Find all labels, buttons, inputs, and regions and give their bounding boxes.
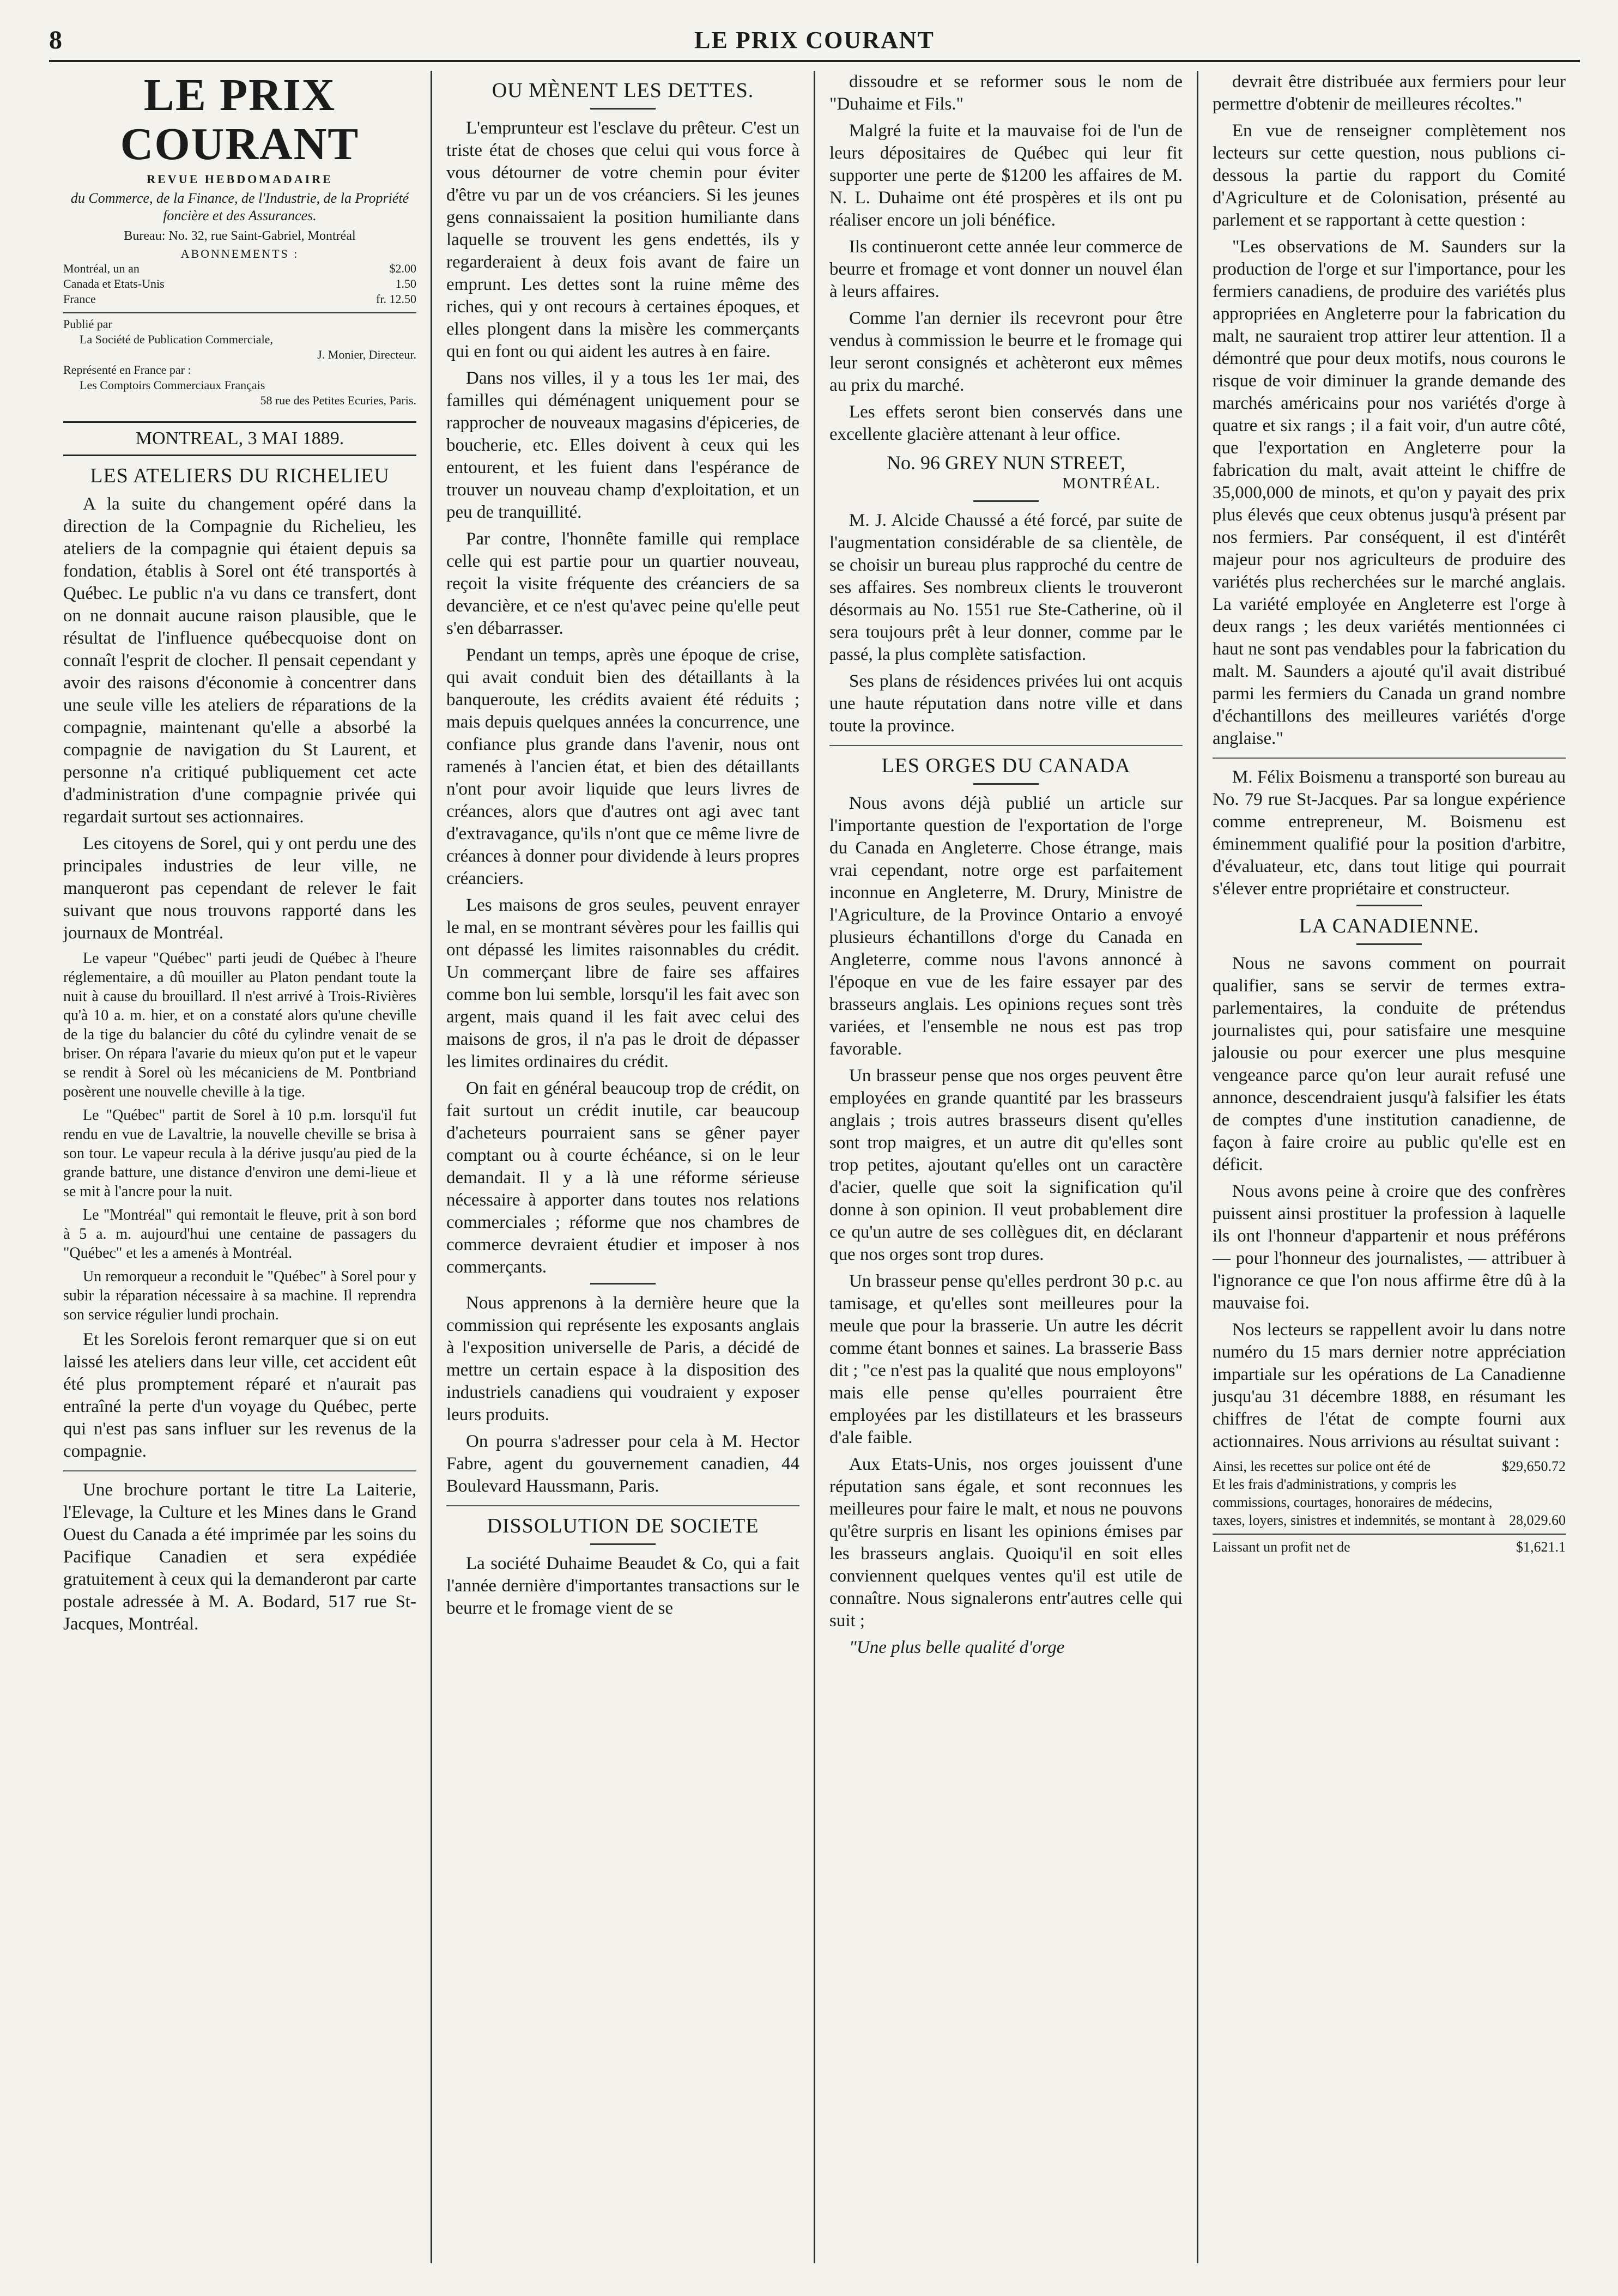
column-2 <box>432 71 815 2263</box>
article-heading-ateliers: LES ATELIERS DU RICHELIEU <box>90 464 390 487</box>
paragraph: Ils continueront cette année leur commerce de beurre et fromage et vont donner un nouvel élan à leurs affaires. <box>829 237 1183 301</box>
divider <box>1356 943 1422 945</box>
masthead-subtitle: REVUE HEBDOMADAIRE <box>147 172 333 186</box>
quoted-paragraph: Un remorqueur a reconduit le "Québec" à Sorel pour y subir la réparation nécessaire à sa machine. Il reprendra son service régulier lundi prochain. <box>63 1268 416 1323</box>
subscriptions-heading: ABONNEMENTS : <box>180 247 299 261</box>
divider <box>590 1543 656 1545</box>
address-line: No. 96 GREY NUN STREET, <box>887 452 1125 474</box>
subscription-row: Montréal, un an $2.00 <box>63 262 416 275</box>
financial-total-row: Laissant un profit net de $1,621.1 <box>1213 1534 1566 1556</box>
financial-row: Et les frais d'administrations, y compris les commissions, courtages, honoraires de médecins, taxes, loyers, sinistres et indemnités, se montant à 28,029.60 <box>1213 1476 1566 1528</box>
paragraph: L'emprunteur est l'esclave du prêteur. C'est un triste état de choses que celui qui vous force à vous détourner de votre chemin pour éviter d'être vu par un de vos créanciers. Si les jeunes gens connaissaient la position humiliante dans laquelle se trouvent les gens endettés, ils y regarderaient à deux fois avant de faire un emprunt. Les dettes sont la ruine même des riches, qui y ont recours à certaines époques, et elles plongent dans la misère les commerçants qui en font ou qui aident les autres à en faire. <box>446 118 799 361</box>
article-heading-orges: LES ORGES DU CANADA <box>881 754 1131 777</box>
paragraph-brochure: Une brochure portant le titre La Laiterie, l'Elevage, la Culture et les Mines dans le Grand Ouest du Canada a été imprimée par les soins du Pacifique Canadien et sera expédiée gratuitement à ceux qui la demanderont par carte postale adressée à M. A. Bodard, 517 rue St-Jacques, Montréal. <box>63 1480 416 1634</box>
paragraph: A la suite du changement opéré dans la direction de la Compagnie du Richelieu, les ateliers de la compagnie qui étaient depuis sa fondation, établis à Sorel ont été transportés à Québec. Le public n'a vu dans ce transfert, dont on ne donnait aucune raison plausible, que le résultat de l'influence québecquoise dont on connaît l'esprit de clocher. Il pensait cependant y avoir des raisons d'économie à concentrer dans une seule ville les ateliers de réparations de la compagnie, maintenant qu'elle a absorbé la compagnie de navigation du St Laurent, et personne n'a critiqué publiquement cet acte d'administration d'une compagnie privée qui regardait surtout ses actionnaires. <box>63 494 416 827</box>
paragraph: Pendant un temps, après une époque de crise, qui avait conduit bien des détaillants à la banqueroute, les crédits avaient été réduits ; mais depuis quelques années la concurrence, une confiance plus grande dans l'avenir, nous ont ramenés à l'ancien état, et bien des détaillants n'ont pour avoir liquide que leurs livres de créances, alors que d'autres ont agi avec tant d'extravagance, qu'ils n'ont que ce même livre de créances à donner pour dividende à leurs propres créanciers. <box>446 645 799 888</box>
city-line: MONTRÉAL. <box>1062 475 1161 492</box>
paragraph: Aux Etats-Unis, nos orges jouissent d'une réputation sans égale, et sont reconnues les meilleures pour faire le malt, et nous ne pouvons qu'être surpris en lisant les opinions émises par les brasseurs anglais. Quoiqu'il en soit elles conviennent quelques ventes qu'il est utile de connaître. Nous signalerons entr'autres celle qui suit ; <box>829 1455 1183 1631</box>
quoted-paragraph: Le "Québec" partit de Sorel à 10 p.m. lorsqu'il fut rendu en vue de Lavaltrie, la nouvelle cheville se brisa à son tour. Le vapeur recula à la dérive jusqu'au pied de la grande batture, une distance d'environ une demi-lieue et se mit à l'ancre pour la nuit. <box>63 1107 416 1200</box>
divider <box>973 783 1039 785</box>
paragraph: Comme l'an dernier ils recevront pour être vendus à commission le beurre et le fromage qui leur seront consignés et achèteront eux mêmes au prix du marché. <box>829 308 1183 395</box>
divider <box>1356 905 1422 906</box>
page-number: 8 <box>49 26 62 54</box>
paragraph: dissoudre et se reformer sous le nom de "Duhaime et Fils." <box>829 72 1183 114</box>
paragraph: Nos lecteurs se rappellent avoir lu dans notre numéro du 15 mars dernier notre appréciation impartiale sur les opérations de La Canadienne jusqu'au 31 décembre 1888, en résumant les chiffres de l'état de compte fourni aux actionnaires. Nous arrivions au résultat suivant : <box>1213 1320 1566 1451</box>
masthead-description: du Commerce, de la Finance, de l'Industrie, de la Propriété foncière et des Assurances. <box>70 190 409 223</box>
paragraph: Les maisons de gros seules, peuvent enrayer le mal, en se montrant sévères pour les faillis qui ont dépassé les limites raisonnables du crédit. Un commerçant libre de faire ses affaires comme bon lui semble, lorsqu'il les fait avec son argent, mais quand il les fait avec celui des maisons de gros, il n'a pas le droit de dépasser les limites ordinaires du crédit. <box>446 895 799 1071</box>
paragraph: "Les observations de M. Saunders sur la production de l'orge et sur l'importance, pour les fermiers canadiens, de produire des variétés plus appropriées en Angleterre pour la fabrication du malt, ne sauraient trop attirer leur attention. Il a démontré que pour deux motifs, nous courons le risque de voir diminuer la grande demande des marchés américains pour nos variétés d'orge à quatre et six rangs ; il a fait voir, d'un autre côté, que l'exportation en Angleterre pour la fabrication du malt, avait atteint le chiffre de 35,000,000 de minots, et qu'on y payait des prix plus élevés que ceux obtenus jusqu'à présent par nos fermiers. Par conséquent, il est d'intérêt majeur pour nos agriculteurs de produire des variétés plus recherchées sur le marché anglais. La variété employée en Angleterre est l'orge à deux rangs ; les deux variétés mentionnées ci haut ne sont pas vendables pour la fabrication du malt. M. Saunders a ajouté qu'il avait distribué parmi les fermiers du Canada un grand nombre d'échantillons des meilleures variétés d'orge anglaise." <box>1213 237 1566 748</box>
paragraph: Nous ne savons comment on pourrait qualifier, sans se servir de termes extra-parlementaires, la conduite de prétendus journalistes qui, pour satisfaire une mesquine jalousie ou pour exercer une plus mesquine vengeance parce qu'on leur aurait refusé une annonce, descendraient jusqu'à falsifier les états de comptes d'une institution canadienne, de façon à faire croire au public qu'elle est en déficit. <box>1213 954 1566 1174</box>
paragraph: M. Félix Boismenu a transporté son bureau au No. 79 rue St-Jacques. Par sa longue expérience comme entrepreneur, M. Boismenu est éminemment qualifié pour la position d'arbitre, d'évaluateur, etc, dans tout litige qui pourrait s'élever entre propriétaire et constructeur. <box>1213 767 1566 899</box>
column-4 <box>1198 71 1580 2263</box>
columns <box>49 71 1580 2263</box>
paragraph: Nous apprenons à la dernière heure que la commission qui représente les exposants anglais à l'exposition universelle de Paris, a décidé de mettre un certain espace à la disposition des industriels canadiens qui voudraient y exposer leurs produits. <box>446 1293 799 1425</box>
divider <box>590 108 656 110</box>
masthead-bureau: Bureau: No. 32, rue Saint-Gabriel, Montréal <box>124 229 356 243</box>
paragraph: Malgré la fuite et la mauvaise foi de l'un de leurs dépositaires de Québec qui leur fit supporter une perte de $1200 les affaires de M. N. L. Duhaime ont été prospères et ils ont pu réaliser encore un joli bénéfice. <box>829 121 1183 230</box>
divider <box>590 1283 656 1285</box>
column-3 <box>815 71 1198 2263</box>
paragraph: M. J. Alcide Chaussé a été forcé, par suite de l'augmentation considérable de sa clientèle, de se choisir un bureau plus rapproché du centre de ses affaires. Ses nombreux clients le trouveront désormais au No. 1551 rue Ste-Catherine, où il sera toujours prêt à leur donner, comme par le passé, la plus complète satisfaction. <box>829 511 1183 664</box>
paragraph: devrait être distribuée aux fermiers pour leur permettre d'obtenir de meilleures récoltes." <box>1213 72 1566 114</box>
column-1 <box>49 71 432 2263</box>
financial-summary <box>1213 1457 1566 1556</box>
paragraph: Un brasseur pense qu'elles perdront 30 p.c. au tamisage, et qu'elles sont meilleures pour la meule que pour la brasserie. Un autre les décrit comme étant bonnes et saines. La brasserie Bass dit ; "ce n'est pas la qualité que nous employons" mais elle pense qu'elles pourraient être employées par les distillateurs et les brasseurs d'ale faible. <box>829 1271 1183 1447</box>
divider <box>446 1505 799 1506</box>
masthead <box>63 71 416 244</box>
quoted-paragraph: Le vapeur "Québec" parti jeudi de Québec à l'heure réglementaire, a dû mouiller au Platon pendant toute la nuit à cause du brouillard. Il n'est arrivé à Trois-Rivières qu'à 10 a. m. hier, et on a constaté alors qu'une cheville de la tige du balancier du côté du cylindre venait de se briser. On répara l'avarie du mieux qu'on put et le vapeur se rendit à Sorel où les mécaniciens de M. Pontbriand posèrent une nouvelle cheville à la tige. <box>63 950 416 1100</box>
running-title: LE PRIX COURANT <box>694 27 935 53</box>
article-heading-dettes: OU MÈNENT LES DETTES. <box>492 79 754 102</box>
article-heading-dissolution: DISSOLUTION DE SOCIETE <box>487 1514 759 1537</box>
financial-row: Ainsi, les recettes sur police ont été de $29,650.72 <box>1213 1458 1566 1474</box>
divider <box>1213 758 1566 759</box>
dateline: MONTREAL, 3 MAI 1889. <box>63 421 416 456</box>
publisher-block: Publié par La Société de Publication Commerciale, J. Monier, Directeur. Représenté en France par : Les Comptoirs Commerciaux Français 58 rue des Petites Ecuries, Paris. <box>63 312 416 408</box>
paragraph: Un brasseur pense que nos orges peuvent être employées en grande quantité par les brasseurs anglais ; trois autres brasseurs disent qu'elles sont trop maigres, et un autre dit qu'elles sont trop petites, ajoutant qu'elles ont un caractère d'acier, quelle que soit la signification qu'il donne à son opinion. Il veut probablement dire ce qu'un autre de ses collègues dit, en déclarant que nos orges sont trop dures. <box>829 1066 1183 1264</box>
paragraph: On pourra s'adresser pour cela à M. Hector Fabre, agent du gouvernement canadien, 44 Boulevard Haussmann, Paris. <box>446 1432 799 1496</box>
paragraph: "Une plus belle qualité d'orge <box>849 1638 1065 1657</box>
subscription-row: Canada et Etats-Unis 1.50 <box>63 277 416 290</box>
divider <box>973 500 1039 502</box>
paragraph: En vue de renseigner complètement nos lecteurs sur cette question, nous publions ci-dessous la partie du rapport du Comité d'Agriculture et de Colonisation, présenté au parlement et se rapportant à cette question : <box>1213 121 1566 230</box>
paragraph: Ses plans de résidences privées lui ont acquis une haute réputation dans notre ville et dans toute la province. <box>829 671 1183 736</box>
paragraph: Par contre, l'honnête famille qui remplace celle qui est partie pour un quartier nouveau, reçoit la visite fréquente des créanciers de sa devancière, et ce n'est qu'avec peine qu'elle peut s'en débarrasser. <box>446 529 799 638</box>
running-header <box>49 22 1580 62</box>
paragraph: Les effets seront bien conservés dans une excellente glacière attenant à leur office. <box>829 402 1183 444</box>
quoted-paragraph: Le "Montréal" qui remontait le fleuve, prit à son bord à 5 a. m. aujourd'hui une centaine de passagers du "Québec" et les a amenés à Montréal. <box>63 1207 416 1262</box>
paragraph: Nous avons peine à croire que des confrères puissent ainsi prostituer la profession à laquelle ils ont l'honneur d'appartenir et nous préférons — pour l'honneur des journalistes, — attribuer à l'ignorance ce que l'on nous affirme être dû à la mauvaise foi. <box>1213 1182 1566 1313</box>
paragraph: Nous avons déjà publié un article sur l'importante question de l'exportation de l'orge du Canada en Angleterre. Chose étrange, mais vrai cependant, notre orge est parfaitement inconnue en Angleterre, M. Drury, Ministre de l'Agriculture, de la Province Ontario a envoyé plusieurs échantillons d'orge du Canada en Angleterre, comme nous l'avons annoncé à l'époque en vue de les faire essayer par des brasseurs anglais. Les opinions reçues sont très variées, et l'ensemble ne nous est pas trop favorable. <box>829 793 1183 1059</box>
paragraph: Les citoyens de Sorel, qui y ont perdu une des principales industries de leur ville, ne manqueront pas cependant de relever le fait suivant que nous trouvons rapporté dans les journaux de Montréal. <box>63 834 416 943</box>
subscriptions-list <box>63 261 416 307</box>
subscription-row: France fr. 12.50 <box>63 292 416 306</box>
paragraph: On fait en général beaucoup trop de crédit, on fait surtout un crédit inutile, car beaucoup d'acheteurs pourraient sans se gêner payer comptant ou à courte échéance, si on le leur demandait. Il y a là une réforme sérieuse nécessaire à apporter dans toutes nos relations commerciales ; réforme que nos chambres de commerce devraient étudier et imposer à nos commerçants. <box>446 1079 799 1277</box>
divider <box>829 745 1183 746</box>
paragraph: Et les Sorelois feront remarquer que si on eut laissé les ateliers dans leur ville, cet accident eût été plus promptement réparé et n'aurait pas entraîné la perte d'un voyage du Québec, perte qui n'est pas sans influer sur les revenus de la compagnie. <box>63 1330 416 1461</box>
paragraph: Dans nos villes, il y a tous les 1er mai, des familles qui déménagent uniquement pour se rapprocher de nouveaux magasins d'épiceries, de boucherie, etc. Elles doivent à ceux qui les entourent, et les fuient dans l'espérance de trouver un nouveau champ d'exploitation, et un peu de tranquillité. <box>446 368 799 522</box>
divider <box>63 1470 416 1471</box>
article-heading-canadienne: LA CANADIENNE. <box>1299 914 1480 937</box>
masthead-title: LE PRIX COURANT <box>120 71 360 169</box>
paragraph: La société Duhaime Beaudet & Co, qui a fait l'année dernière d'importantes transactions sur le beurre et le fromage vient de se <box>446 1554 799 1618</box>
